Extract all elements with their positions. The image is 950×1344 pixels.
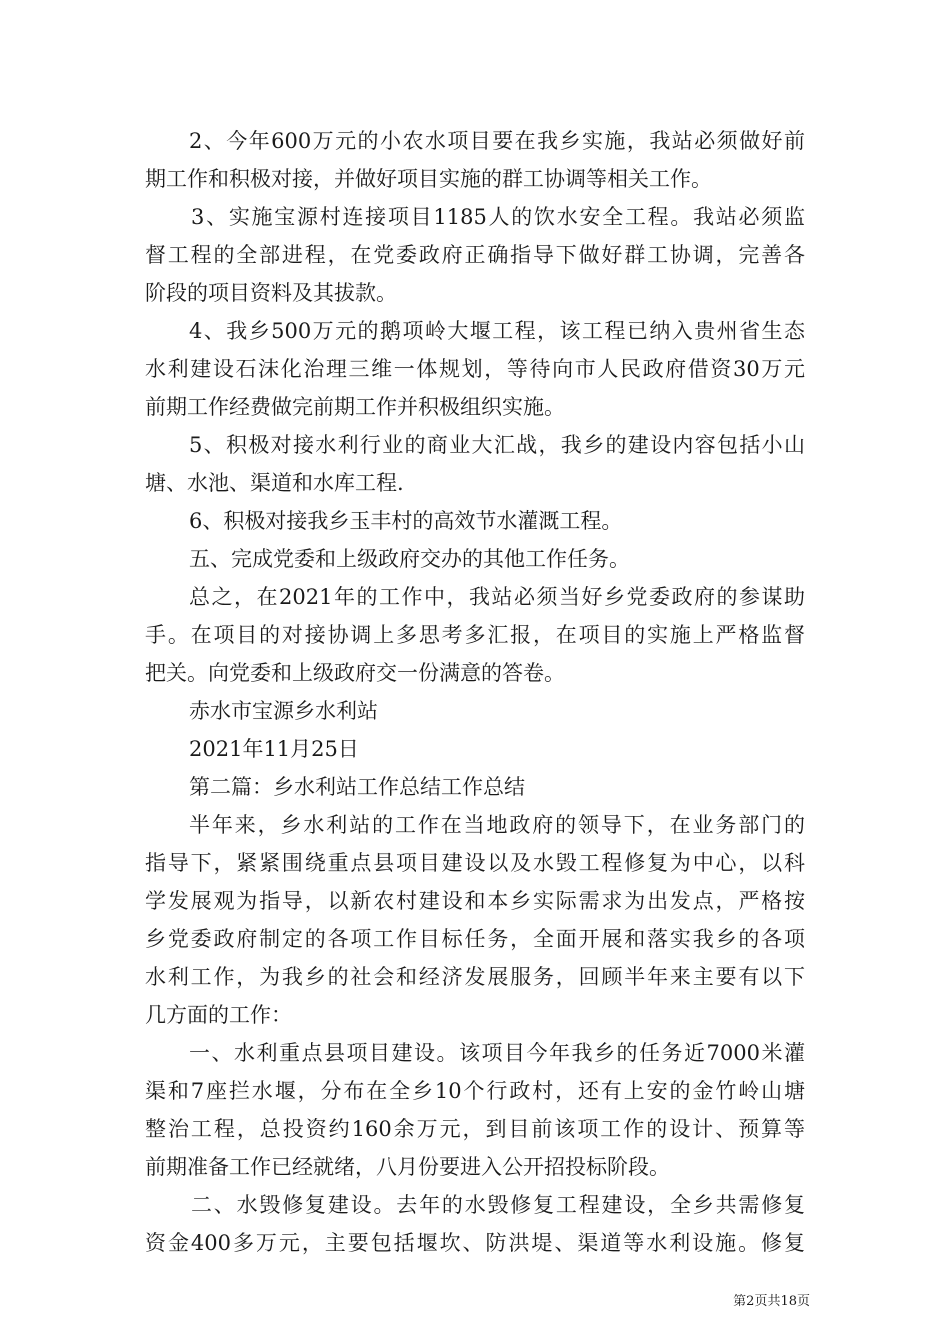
text-line: 总之，在2021年的工作中，我站必须当好乡党委政府的参谋助 bbox=[189, 585, 805, 609]
text-line: 指导下，紧紧围绕重点县项目建设以及水毁工程修复为中心，以科 bbox=[145, 851, 805, 875]
text-line: 把关。向党委和上级政府交一份满意的答卷。 bbox=[145, 661, 565, 685]
text-line: 督工程的全部进程，在党委政府正确指导下做好群工协调，完善各 bbox=[145, 243, 805, 267]
text-line: 水利建设石沫化治理三维一体规划，等待向市人民政府借资30万元 bbox=[145, 357, 805, 381]
text-line: 乡党委政府制定的各项工作目标任务，全面开展和落实我乡的各项 bbox=[145, 927, 805, 951]
text-line: 资金400多万元，主要包括堰坎、防洪堤、渠道等水利设施。修复 bbox=[145, 1231, 805, 1255]
text-line: 4、我乡500万元的鹅项岭大堰工程，该工程已纳入贵州省生态 bbox=[189, 319, 805, 343]
signature-date: 2021年11月25日 bbox=[189, 737, 359, 761]
text-line: 渠和7座拦水堰，分布在全乡10个行政村，还有上安的金竹岭山塘 bbox=[145, 1079, 805, 1103]
text-line: 五、完成党委和上级政府交办的其他工作任务。 bbox=[189, 547, 630, 571]
section-title: 第二篇：乡水利站工作总结工作总结 bbox=[189, 775, 525, 799]
text-line: 5、积极对接水利行业的商业大汇战，我乡的建设内容包括小山 bbox=[189, 433, 805, 457]
text-line: 半年来，乡水利站的工作在当地政府的领导下，在业务部门的 bbox=[189, 813, 805, 837]
text-line: 3、实施宝源村连接项目1185人的饮水安全工程。我站必须监 bbox=[191, 205, 805, 229]
text-line: 期工作和积极对接，并做好项目实施的群工协调等相关工作。 bbox=[145, 167, 712, 191]
text-line: 学发展观为指导，以新农村建设和本乡实际需求为出发点，严格按 bbox=[145, 889, 805, 913]
text-line: 塘、水池、渠道和水库工程. bbox=[145, 471, 404, 495]
text-line: 手。在项目的对接协调上多思考多汇报，在项目的实施上严格监督 bbox=[145, 623, 805, 647]
text-line: 水利工作，为我乡的社会和经济发展服务，回顾半年来主要有以下 bbox=[145, 965, 805, 989]
text-line: 阶段的项目资料及其拔款。 bbox=[145, 281, 397, 305]
text-line: 整治工程，总投资约160余万元，到目前该项工作的设计、预算等 bbox=[145, 1117, 805, 1141]
text-line: 一、水利重点县项目建设。该项目今年我乡的任务近7000米灌 bbox=[189, 1041, 805, 1065]
signature-organization: 赤水市宝源乡水利站 bbox=[189, 699, 378, 723]
text-line: 前期工作经费做完前期工作并积极组织实施。 bbox=[145, 395, 565, 419]
text-line: 6、积极对接我乡玉丰村的高效节水灌溉工程。 bbox=[189, 509, 623, 533]
page-number: 第2页共18页 bbox=[733, 1294, 810, 1309]
text-line: 2、今年600万元的小农水项目要在我乡实施，我站必须做好前 bbox=[189, 129, 805, 153]
text-line: 前期准备工作已经就绪，八月份要进入公开招投标阶段。 bbox=[145, 1155, 670, 1179]
text-line: 几方面的工作： bbox=[145, 1003, 292, 1027]
text-line: 二、水毁修复建设。去年的水毁修复工程建设，全乡共需修复 bbox=[191, 1193, 805, 1217]
